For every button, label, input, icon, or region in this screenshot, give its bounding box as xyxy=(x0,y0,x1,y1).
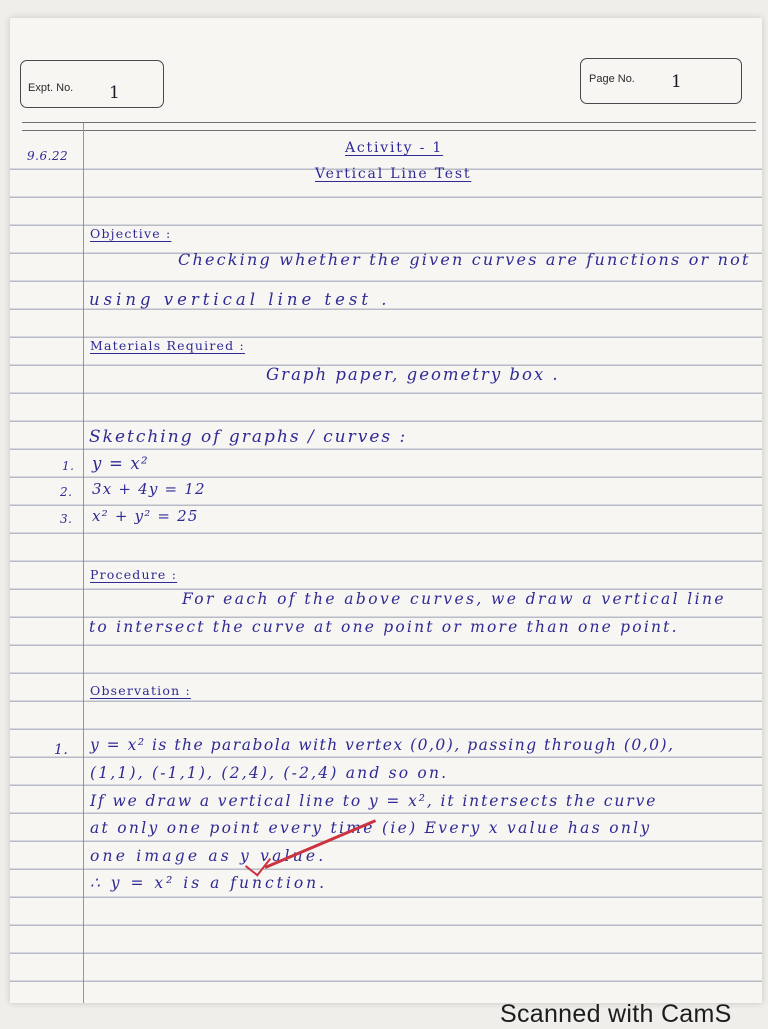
sketch-item-3-num: 3. xyxy=(60,512,73,526)
header-rule-top xyxy=(22,122,756,123)
observation-line-1: y = x² is the parabola with vertex (0,0), passing through (0,0), xyxy=(90,736,675,754)
observation-num: 1. xyxy=(54,742,69,758)
materials-heading: Materials Required : xyxy=(90,338,245,353)
activity-title: Activity - 1 xyxy=(345,140,444,156)
objective-line-1: Checking whether the given curves are functions or not xyxy=(178,250,751,269)
observation-line-5: one image as y value. xyxy=(90,847,327,865)
page-no-box xyxy=(580,58,742,104)
page-no-value: 1 xyxy=(671,72,682,92)
observation-line-4: at only one point every time (ie) Every x value has only xyxy=(90,819,652,837)
notebook-page xyxy=(10,18,762,1028)
materials-text: Graph paper, geometry box . xyxy=(266,365,560,384)
objective-line-2: using vertical line test . xyxy=(89,290,391,309)
sketching-heading: Sketching of graphs / curves : xyxy=(89,427,408,447)
scanner-watermark: Scanned with CamS xyxy=(500,1000,732,1028)
observation-line-2: (1,1), (-1,1), (2,4), (-2,4) and so on. xyxy=(90,764,449,782)
observation-line-6: ∴ y = x² is a function. xyxy=(90,874,328,892)
sketch-item-2-num: 2. xyxy=(60,485,73,499)
expt-no-value: 1 xyxy=(109,83,120,103)
observation-line-3: If we draw a vertical line to y = x², it intersects the curve xyxy=(90,792,658,810)
margin-line xyxy=(83,123,84,1003)
sketch-item-3-eq: x² + y² = 25 xyxy=(92,507,199,525)
activity-subtitle: Vertical Line Test xyxy=(315,166,472,182)
sketch-item-1-eq: y = x² xyxy=(92,454,149,473)
objective-heading: Objective : xyxy=(90,226,172,241)
sketch-item-2-eq: 3x + 4y = 12 xyxy=(92,480,206,498)
expt-no-label: Expt. No. xyxy=(28,82,74,94)
observation-heading: Observation : xyxy=(90,683,191,698)
expt-no-box xyxy=(20,60,164,108)
sketch-item-1-num: 1. xyxy=(62,459,75,473)
procedure-line-2: to intersect the curve at one point or more than one point. xyxy=(89,618,679,636)
page-no-label: Page No. xyxy=(589,73,635,85)
date: 9.6.22 xyxy=(27,149,69,163)
procedure-line-1: For each of the above curves, we draw a vertical line xyxy=(182,590,726,608)
procedure-heading: Procedure : xyxy=(90,567,178,582)
header-rule-bottom xyxy=(22,130,756,131)
